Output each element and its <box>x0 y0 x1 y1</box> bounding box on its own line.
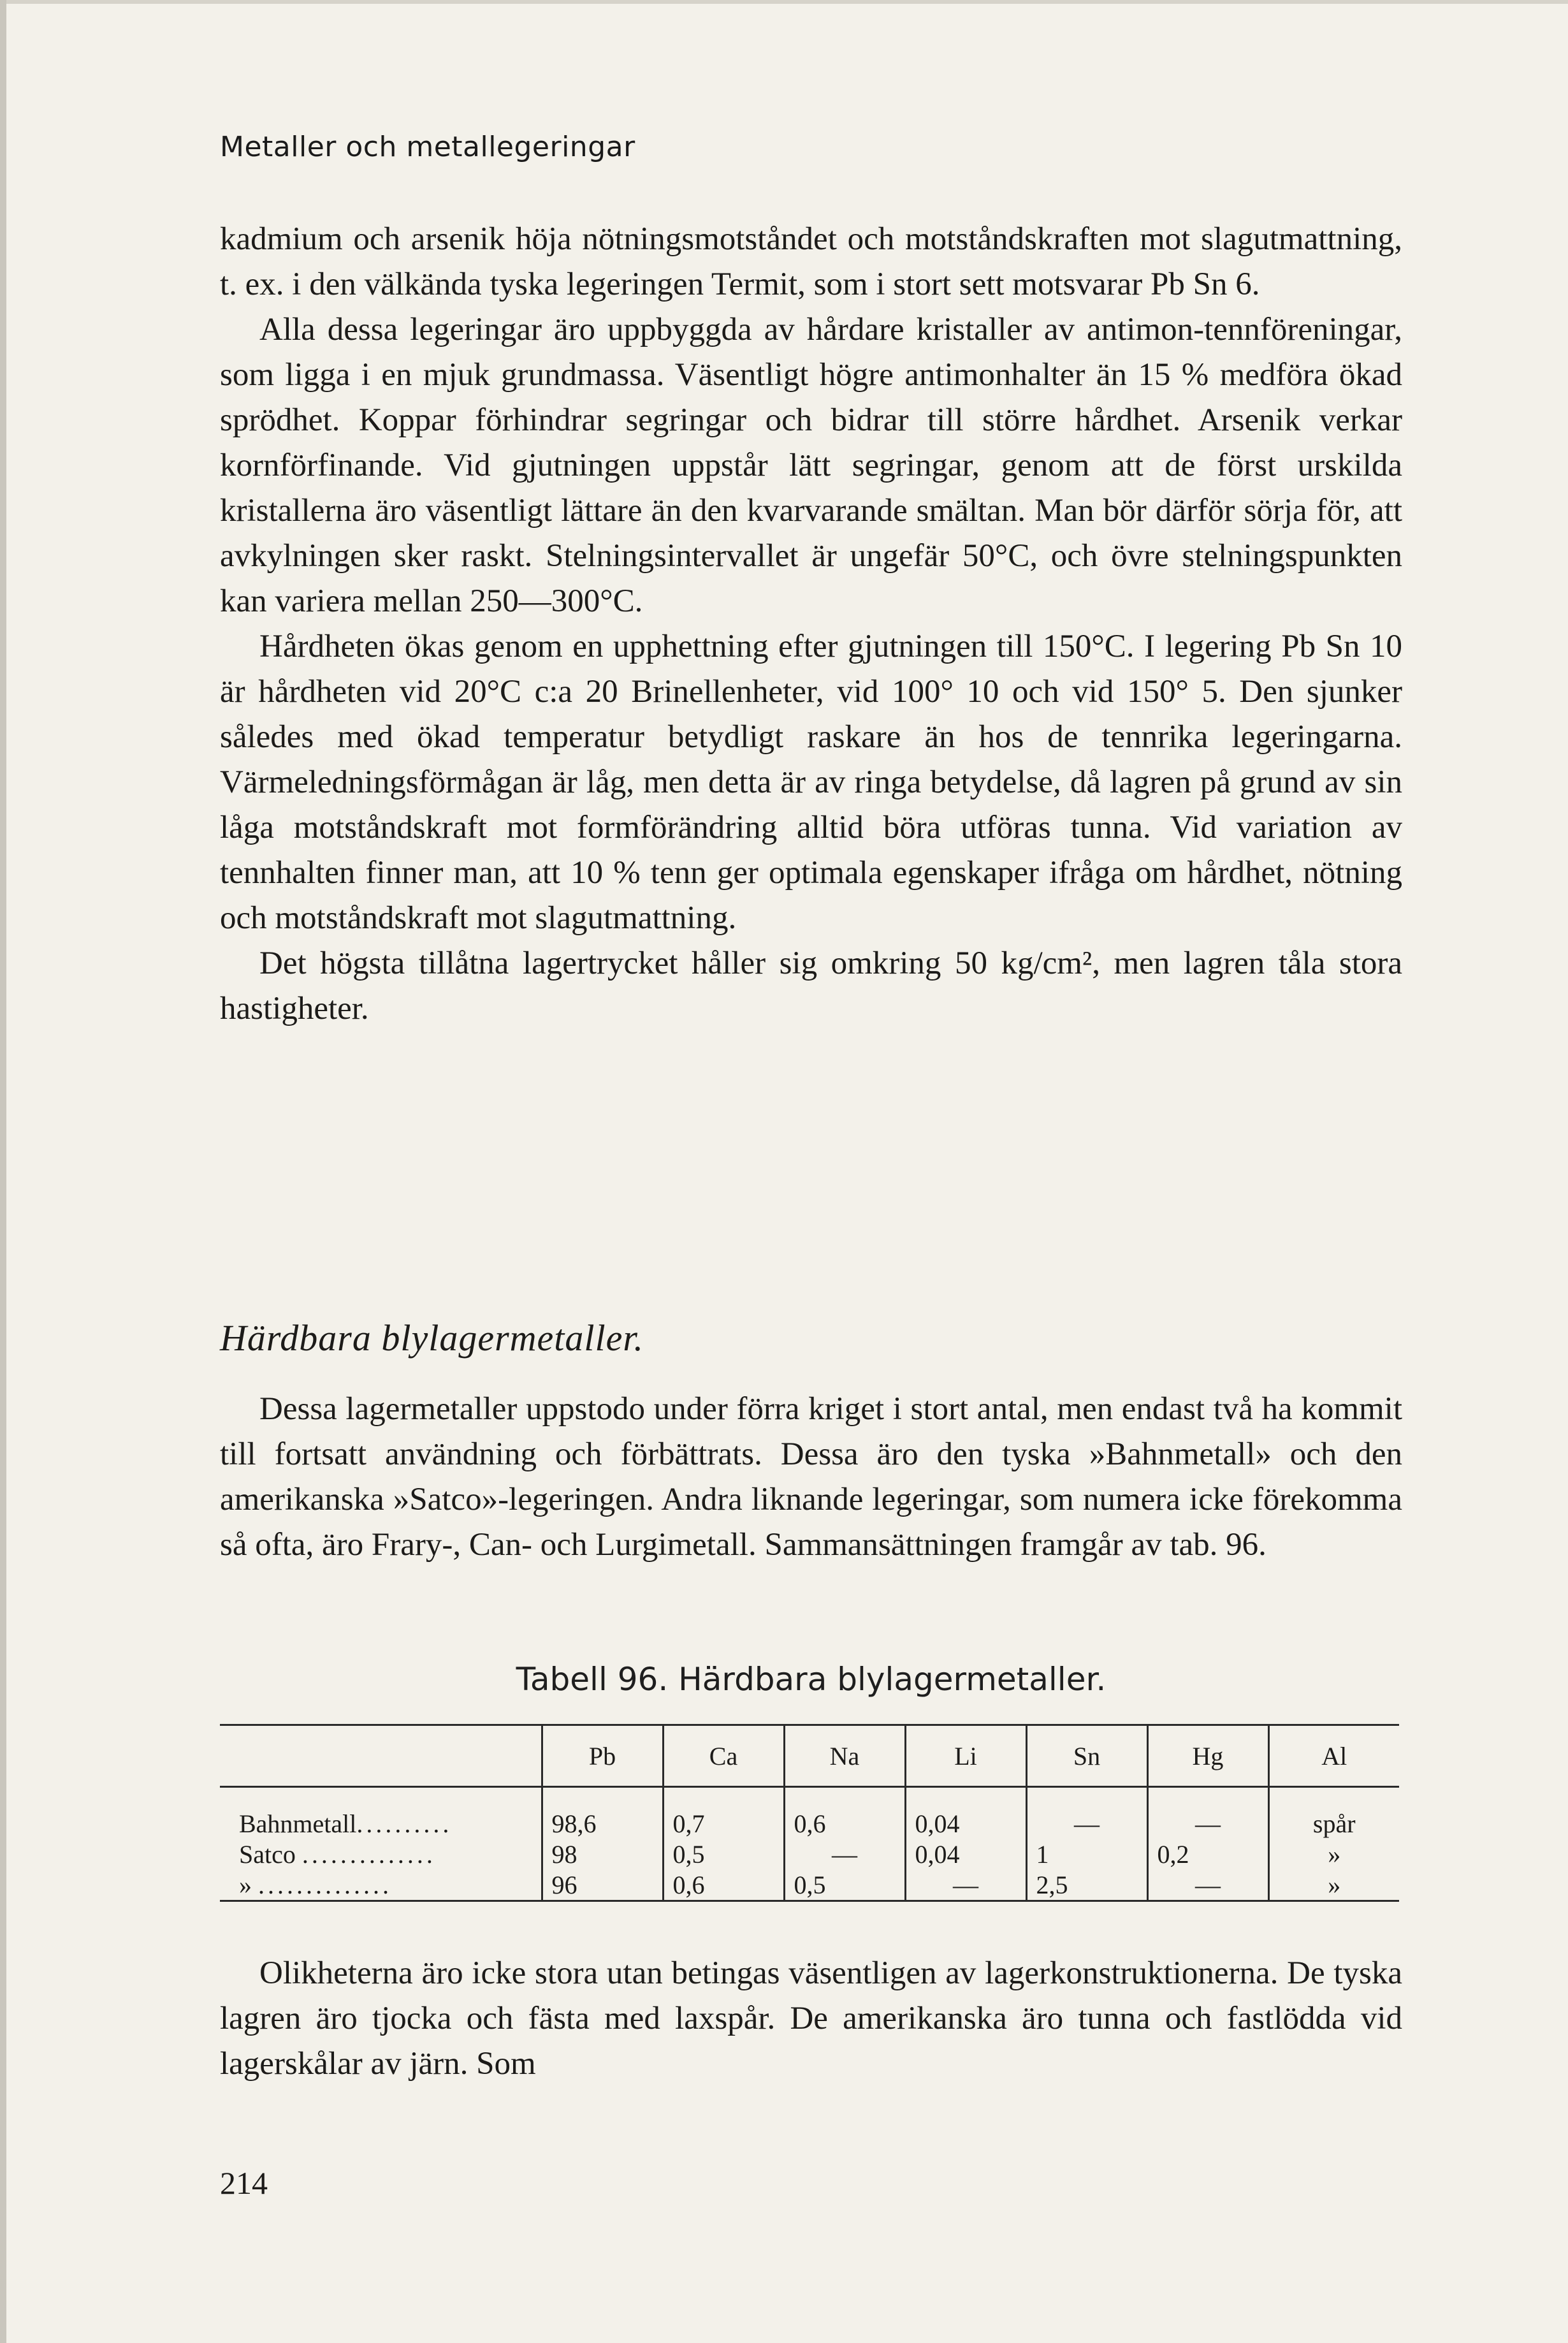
table-header-row <box>220 1725 1399 1787</box>
column-header: Li <box>905 1725 1026 1787</box>
row-label <box>220 1869 542 1901</box>
table-cell: » <box>1268 1839 1399 1869</box>
row-label-text: Bahnmetall <box>239 1809 357 1838</box>
table-cell: 0,6 <box>784 1787 905 1839</box>
table-cell: 0,6 <box>663 1869 784 1901</box>
body-text-section-3 <box>220 1951 1402 2087</box>
paragraph: Alla dessa legeringar äro uppbyggda av hårdare kristaller av antimon-tennföreningar, som ligga i en mjuk grundmassa. Väsentligt högre antimonhalter än 15 % medföra ökad sprödhet. Koppar förhindrar segringar och bidrar till större hårdhet. Arsenik verkar kornförfinande. Vid gjutningen uppstår lätt segringar, genom att de först urskilda kristallerna äro väsentligt lättare än den kvarvarande smältan. Man bör därför sörja för, att avkylningen sker raskt. Stelningsintervallet är ungefär 50°C, och övre stelningspunkten kan variera mellan 250—300°C. <box>220 312 1402 619</box>
column-header: Pb <box>542 1725 663 1787</box>
row-label <box>220 1839 542 1869</box>
body-text-section-2 <box>220 1387 1402 1568</box>
table-corner-cell <box>220 1725 542 1787</box>
running-head: Metaller och metallegeringar <box>220 131 635 163</box>
table-cell: 0,04 <box>905 1839 1026 1869</box>
row-label-text: » <box>239 1870 252 1899</box>
table-cell: 0,5 <box>784 1869 905 1901</box>
table-cell: 98 <box>542 1839 663 1869</box>
table-cell: » <box>1268 1869 1399 1901</box>
paragraph: kadmium och arsenik höja nötningsmotståndet och motståndskraften mot slagutmattning, t. ex. i den välkända tyska legeringen Termit, som i stort sett motsvarar Pb Sn 6. <box>220 221 1402 302</box>
table-cell: 98,6 <box>542 1787 663 1839</box>
table-cell: 0,2 <box>1147 1839 1268 1869</box>
table-cell: — <box>784 1839 905 1869</box>
column-header: Na <box>784 1725 905 1787</box>
paragraph: Olikheterna äro icke stora utan betingas väsentligen av lagerkonstruktionerna. De tyska lagren äro tjocka och fästa med laxspår. De amerikanska äro tunna och fastlödda vid lagerskålar av järn. Som <box>220 1955 1402 2082</box>
column-header: Sn <box>1026 1725 1147 1787</box>
column-header: Al <box>1268 1725 1399 1787</box>
dot-leader: .............. <box>258 1870 392 1899</box>
table-cell: 96 <box>542 1869 663 1901</box>
table-cell: — <box>1147 1787 1268 1839</box>
page-binding-edge <box>0 0 6 2343</box>
row-label <box>220 1787 542 1839</box>
table-cell: 0,7 <box>663 1787 784 1839</box>
table-cell: 2,5 <box>1026 1869 1147 1901</box>
table-cell: spår <box>1268 1787 1399 1839</box>
table-cell: — <box>1147 1869 1268 1901</box>
section-heading: Härdbara blylagermetaller. <box>220 1317 644 1359</box>
table-row <box>220 1869 1399 1901</box>
paragraph: Dessa lagermetaller uppstodo under förra kriget i stort antal, men endast två ha kommit till fortsatt användning och förbättrats. Dessa äro den tyska »Bahnmetall» och den amerikanska »Satco»-legeringen. Andra liknande legeringar, som numera icke förekomma så ofta, äro Frary-, Can- och Lurgimetall. Sammansättningen framgår av tab. 96. <box>220 1391 1402 1563</box>
paragraph: Hårdheten ökas genom en upphettning efter gjutningen till 150°C. I legering Pb Sn 10 är hårdheten vid 20°C c:a 20 Brinellenheter, vid 100° 10 och vid 150° 5. Den sjunker således med ökad temperatur betydligt raskare än hos de tennrika legeringarna. Värmeledningsförmågan är låg, men detta är av ringa betydelse, då lagren på grund av sin låga motståndskraft mot formförändring alltid böra utföras tunna. Vid variation av tennhalten finner man, att 10 % tenn ger optimala egenskaper ifråga om hårdhet, nötning och motståndskraft mot slagutmattning. <box>220 629 1402 936</box>
table-row <box>220 1787 1399 1839</box>
dot-leader: .............. <box>301 1839 436 1869</box>
dot-leader: .......... <box>356 1809 453 1838</box>
page-number: 214 <box>220 2165 268 2201</box>
table-row <box>220 1839 1399 1869</box>
table-cell: 0,5 <box>663 1839 784 1869</box>
column-header: Hg <box>1147 1725 1268 1787</box>
table-cell: — <box>905 1869 1026 1901</box>
table-caption: Tabell 96. Härdbara blylagermetaller. <box>516 1661 1107 1698</box>
body-text-section-1 <box>220 217 1402 1032</box>
paragraph: Det högsta tillåtna lagertrycket håller sig omkring 50 kg/cm², men lagren tåla stora hastigheter. <box>220 945 1402 1026</box>
composition-table <box>220 1724 1399 1902</box>
table-cell: 1 <box>1026 1839 1147 1869</box>
column-header: Ca <box>663 1725 784 1787</box>
table-cell: — <box>1026 1787 1147 1839</box>
page-top-edge <box>0 0 1568 4</box>
row-label-text: Satco <box>239 1839 296 1869</box>
table-cell: 0,04 <box>905 1787 1026 1839</box>
